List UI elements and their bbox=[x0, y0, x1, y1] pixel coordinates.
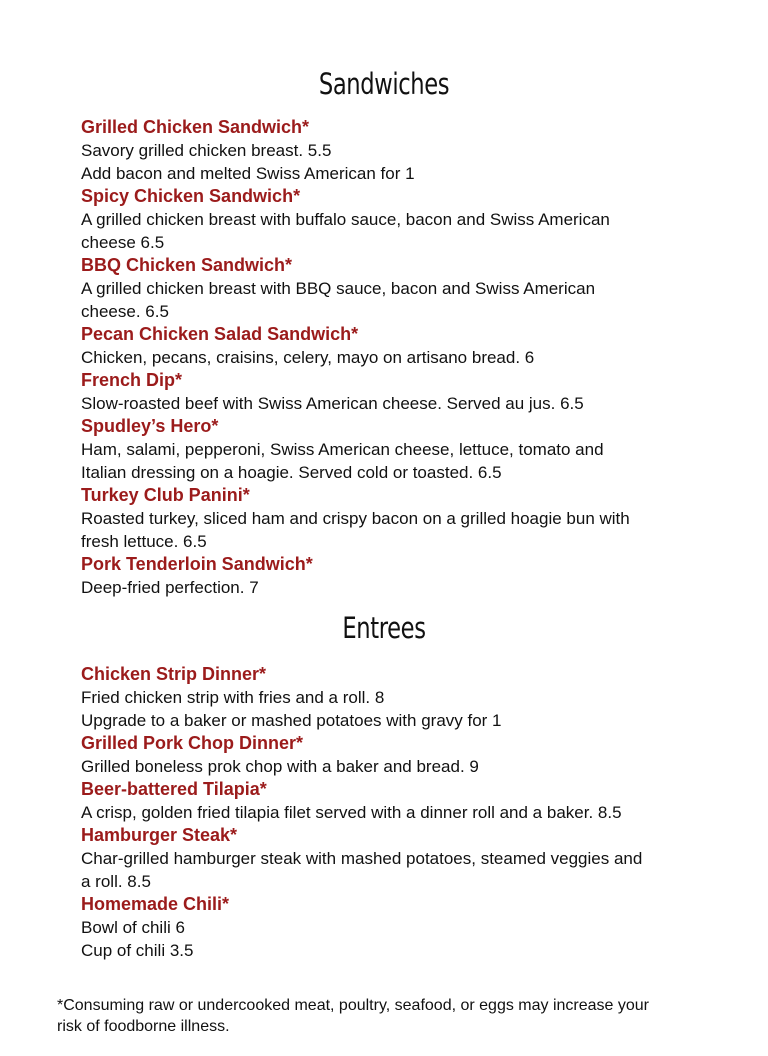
item-name: Chicken Strip Dinner* bbox=[81, 664, 267, 684]
item-description: A grilled chicken breast with buffalo sauce, bacon and Swiss American bbox=[81, 210, 610, 229]
item-description: Cup of chili 3.5 bbox=[81, 941, 194, 960]
item-name: BBQ Chicken Sandwich* bbox=[81, 255, 293, 275]
item-name: Spicy Chicken Sandwich* bbox=[81, 186, 301, 206]
item-description: Deep-fried perfection. 7 bbox=[81, 578, 259, 597]
menu-item bbox=[81, 553, 711, 599]
item-description: cheese 6.5 bbox=[81, 233, 165, 252]
menu-item bbox=[81, 415, 711, 484]
menu-item bbox=[81, 323, 711, 369]
entrees-section bbox=[0, 610, 768, 962]
item-description: Italian dressing on a hoagie. Served cold or toasted. 6.5 bbox=[81, 463, 502, 482]
item-name: Grilled Chicken Sandwich* bbox=[81, 117, 310, 137]
menu-item bbox=[81, 663, 711, 732]
menu-item bbox=[81, 185, 711, 254]
item-description: Chicken, pecans, craisins, celery, mayo on artisano bread. 6 bbox=[81, 348, 535, 367]
item-description: Add bacon and melted Swiss American for 1 bbox=[81, 164, 415, 183]
item-name: Grilled Pork Chop Dinner* bbox=[81, 733, 304, 753]
menu-item bbox=[81, 254, 711, 323]
menu-item bbox=[81, 732, 711, 778]
menu-item bbox=[81, 824, 711, 893]
menu-item bbox=[81, 369, 711, 415]
item-name: Pork Tenderloin Sandwich* bbox=[81, 554, 313, 574]
item-description: a roll. 8.5 bbox=[81, 872, 151, 891]
item-name: Pecan Chicken Salad Sandwich* bbox=[81, 324, 359, 344]
entrees-list bbox=[81, 663, 711, 962]
sandwiches-title: Sandwiches bbox=[318, 67, 450, 101]
item-name: Turkey Club Panini* bbox=[81, 485, 250, 505]
item-description: A grilled chicken breast with BBQ sauce, bacon and Swiss American bbox=[81, 279, 596, 298]
foodborne-illness-disclaimer bbox=[57, 995, 717, 1037]
sandwiches-section bbox=[0, 66, 768, 599]
item-name: Homemade Chili* bbox=[81, 894, 230, 914]
item-description: fresh lettuce. 6.5 bbox=[81, 532, 207, 551]
disclaimer-line: *Consuming raw or undercooked meat, poultry, seafood, or eggs may increase your bbox=[57, 997, 650, 1014]
item-description: Ham, salami, pepperoni, Swiss American cheese, lettuce, tomato and bbox=[81, 440, 604, 459]
item-description: Grilled boneless prok chop with a baker and bread. 9 bbox=[81, 757, 479, 776]
item-description: Slow-roasted beef with Swiss American cheese. Served au jus. 6.5 bbox=[81, 394, 584, 413]
item-description: cheese. 6.5 bbox=[81, 302, 169, 321]
disclaimer-line: risk of foodborne illness. bbox=[57, 1018, 230, 1035]
menu-item bbox=[81, 778, 711, 824]
item-description: Char-grilled hamburger steak with mashed potatoes, steamed veggies and bbox=[81, 849, 643, 868]
item-description: Upgrade to a baker or mashed potatoes with gravy for 1 bbox=[81, 711, 502, 730]
item-description: Bowl of chili 6 bbox=[81, 918, 185, 937]
item-name: French Dip* bbox=[81, 370, 183, 390]
item-description: Savory grilled chicken breast. 5.5 bbox=[81, 141, 332, 160]
item-name: Hamburger Steak* bbox=[81, 825, 238, 845]
item-description: Roasted turkey, sliced ham and crispy bacon on a grilled hoagie bun with bbox=[81, 509, 630, 528]
item-description: A crisp, golden fried tilapia filet served with a dinner roll and a baker. 8.5 bbox=[81, 803, 622, 822]
sandwiches-list bbox=[81, 116, 711, 599]
menu-item bbox=[81, 893, 711, 962]
menu-item bbox=[81, 116, 711, 185]
item-description: Fried chicken strip with fries and a roll. 8 bbox=[81, 688, 385, 707]
item-name: Beer-battered Tilapia* bbox=[81, 779, 267, 799]
menu-item bbox=[81, 484, 711, 553]
item-name: Spudley’s Hero* bbox=[81, 416, 219, 436]
entrees-title: Entrees bbox=[342, 611, 426, 645]
